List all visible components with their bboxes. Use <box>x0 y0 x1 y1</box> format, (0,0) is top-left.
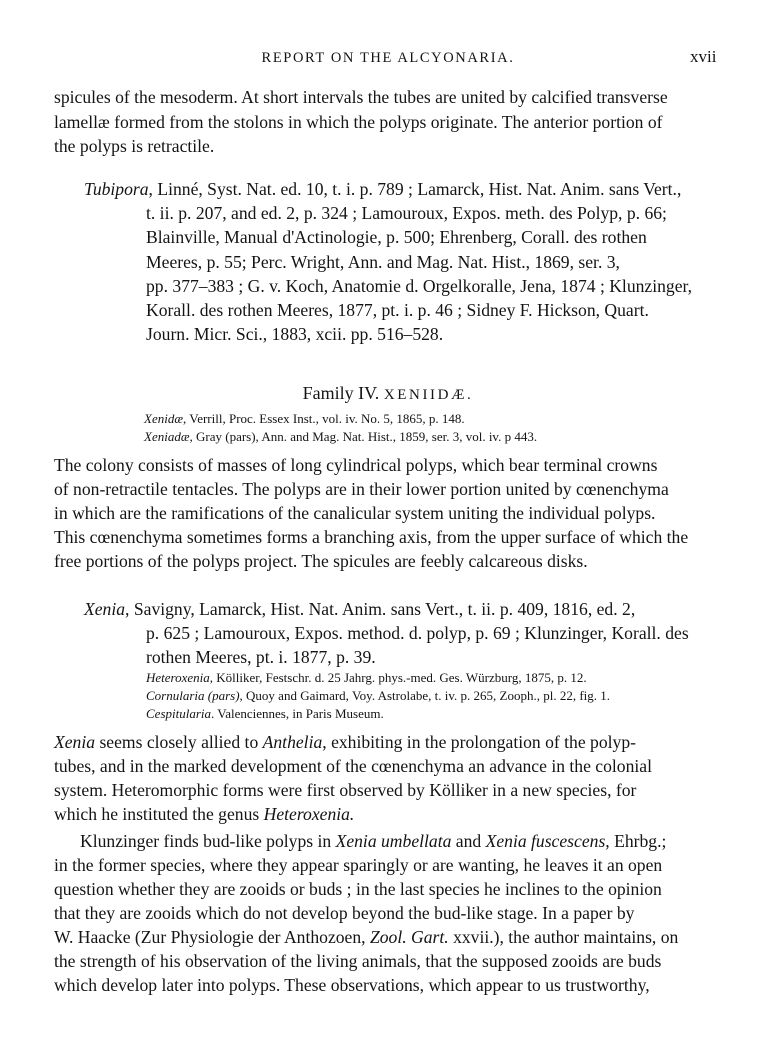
p1-line: spicules of the mesoderm. At short intervals the tubes are united by calcified transverse <box>54 87 668 107</box>
p3-line: tubes, and in the marked development of the cœnenchyma an advance in the colonial <box>54 756 652 776</box>
tubipora-citation-line: Tubipora, Linné, Syst. Nat. ed. 10, t. i. p. 789 ; Lamarck, Hist. Nat. Anim. sans Vert., <box>84 179 682 199</box>
p4-line: in the former species, where they appear sparingly or are wanting, he leaves it an open <box>54 855 663 875</box>
p2-line: This cœnenchyma sometimes forms a branching axis, from the upper surface of which the <box>54 527 689 547</box>
p2-line: The colony consists of masses of long cylindrical polyps, which bear terminal crowns <box>54 455 658 475</box>
p3-line: which he instituted the genus Heteroxenia. <box>54 804 355 824</box>
family-heading: Family IV. XENIIDÆ. <box>302 383 474 403</box>
p4-line: Klunzinger finds bud-like polyps in Xenia umbellata and Xenia fuscescens, Ehrbg.; <box>80 831 667 851</box>
xenia-citation-line: rothen Meeres, pt. i. 1877, p. 39. <box>146 647 376 667</box>
tubipora-citation-line: Korall. des rothen Meeres, 1877, pt. i. p. 46 ; Sidney F. Hickson, Quart. <box>146 300 649 320</box>
xenia-citation-line: p. 625 ; Lamouroux, Expos. method. d. polyp, p. 69 ; Klunzinger, Korall. des <box>146 623 689 643</box>
p4-line: question whether they are zooids or buds ; in the last species he inclines to the opinion <box>54 879 662 899</box>
tubipora-citation-line: Meeres, p. 55; Perc. Wright, Ann. and Mag. Nat. Hist., 1869, ser. 3, <box>146 252 620 272</box>
running-header: REPORT ON THE ALCYONARIA. <box>261 50 515 66</box>
genus-name: Xenia <box>84 599 126 619</box>
tubipora-citation-line: Journ. Micr. Sci., 1883, xcii. pp. 516–528. <box>146 324 444 344</box>
p2-line: in which are the ramifications of the canalicular system uniting the individual polyps. <box>54 503 656 523</box>
family-synonym: Xeniadæ, Gray (pars), Ann. and Mag. Nat. Hist., 1859, ser. 3, vol. iv. p 443. <box>144 429 538 444</box>
tubipora-citation-line: Blainville, Manual d'Actinologie, p. 500; Ehrenberg, Corall. des rothen <box>146 227 647 247</box>
tubipora-citation-line: pp. 377–383 ; G. v. Koch, Anatomie d. Orgelkoralle, Jena, 1874 ; Klunzinger, <box>146 276 693 296</box>
family-synonym: Xenidæ, Verrill, Proc. Essex Inst., vol. iv. No. 5, 1865, p. 148. <box>144 411 465 426</box>
family-name: XENIIDÆ. <box>383 387 474 403</box>
p4-line: W. Haacke (Zur Physiologie der Anthozoen, Zool. Gart. xxvii.), the author maintains, on <box>54 927 679 947</box>
xenia-citation-line: Xenia, Savigny, Lamarck, Hist. Nat. Anim. sans Vert., t. ii. p. 409, 1816, ed. 2, <box>84 599 636 619</box>
p1-line: lamellæ formed from the stolons in which the polyps originate. The anterior portion of <box>54 112 663 132</box>
p3-line: system. Heteromorphic forms were first observed by Kölliker in a new species, for <box>54 780 637 800</box>
p4-line: the strength of his observation of the living animals, that the supposed zooids are buds <box>54 951 662 971</box>
tubipora-citation-line: t. ii. p. 207, and ed. 2, p. 324 ; Lamouroux, Expos. meth. des Polyp, p. 66; <box>146 203 667 223</box>
page-number: xvii <box>690 47 717 66</box>
p3-line: Xenia seems closely allied to Anthelia, exhibiting in the prolongation of the polyp- <box>54 732 636 752</box>
p1-line: the polyps is retractile. <box>54 136 215 156</box>
p4-line: that they are zooids which do not develop beyond the bud-like stage. In a paper by <box>54 903 635 923</box>
p2-line: free portions of the polyps project. The spicules are feebly calcareous disks. <box>54 551 588 571</box>
p2-line: of non-retractile tentacles. The polyps are in their lower portion united by cœnenchyma <box>54 479 669 499</box>
genus-name: Tubipora <box>84 179 149 199</box>
xenia-synonym: Cornularia (pars), Quoy and Gaimard, Voy. Astrolabe, t. iv. p. 265, Zooph., pl. 22, fig. 1. <box>146 688 611 703</box>
xenia-synonym: Heteroxenia, Kölliker, Festschr. d. 25 Jahrg. phys.-med. Ges. Würzburg, 1875, p. 12. <box>146 670 587 685</box>
p4-line: which develop later into polyps. These observations, which appear to us trustworthy, <box>54 975 650 995</box>
xenia-synonym: Cespitularia. Valenciennes, in Paris Museum. <box>146 706 384 721</box>
